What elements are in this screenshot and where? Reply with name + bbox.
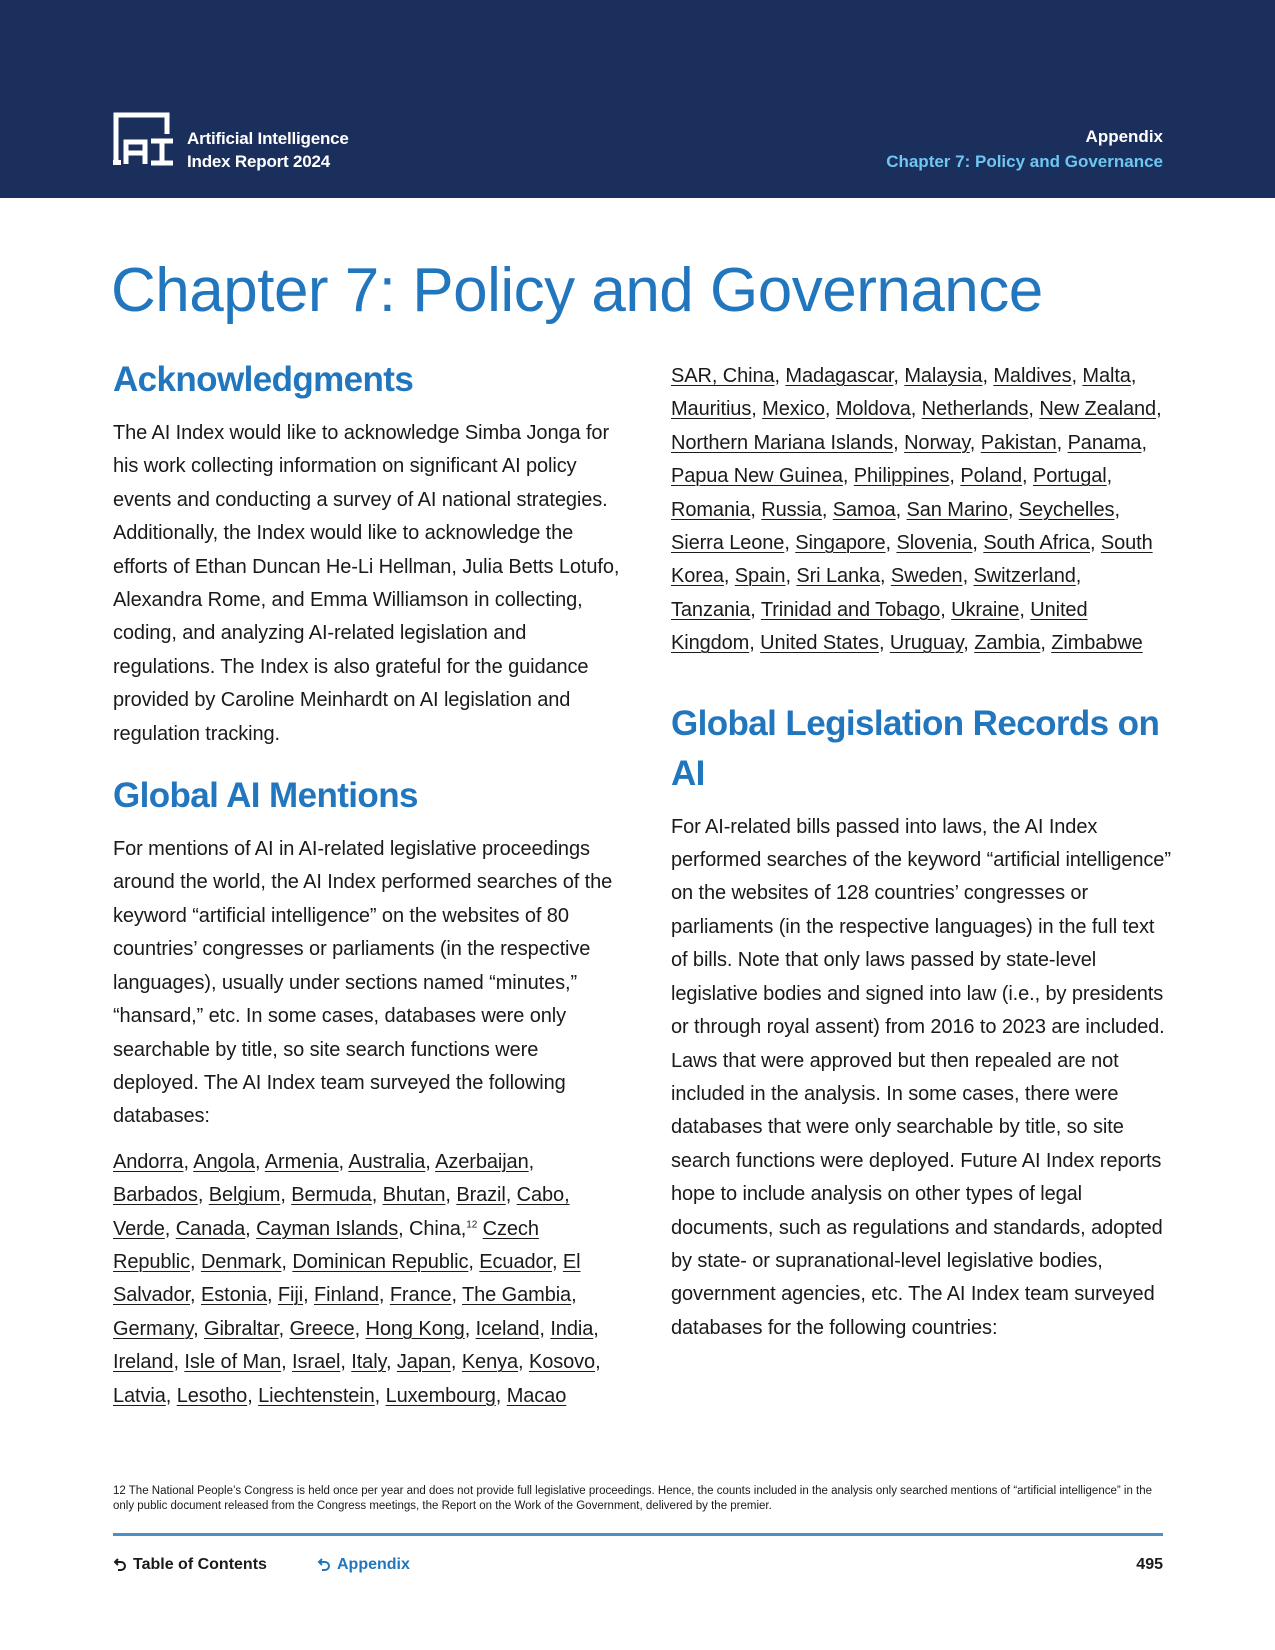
country-link[interactable]: Pakistan [980, 431, 1057, 454]
country-link[interactable]: Singapore [795, 532, 886, 555]
country-link[interactable]: New Zealand [1039, 398, 1157, 421]
country-link[interactable]: Northern Mariana Islands [671, 431, 894, 454]
country-link[interactable]: Kosovo [528, 1351, 596, 1374]
country-link[interactable]: United Kingdom [671, 598, 1088, 655]
country-link[interactable]: Poland [960, 465, 1023, 488]
country-link[interactable]: Liechtenstein [258, 1384, 375, 1407]
country-link[interactable]: Iceland [475, 1317, 540, 1340]
country-link[interactable]: Bhutan [382, 1184, 446, 1207]
country-link[interactable]: Malaysia [904, 365, 983, 387]
country-link[interactable]: Philippines [853, 465, 950, 488]
global-ai-mentions-heading: Global AI Mentions [113, 776, 418, 816]
country-link[interactable]: Norway [904, 431, 970, 454]
country-link[interactable]: Romania [671, 498, 751, 521]
right-column [671, 360, 1171, 1345]
country-link[interactable]: Zimbabwe [1051, 632, 1143, 655]
report-brand [187, 127, 349, 173]
country-link[interactable]: Moldova [835, 398, 911, 421]
country-link[interactable]: Barbados [113, 1184, 198, 1207]
country-link[interactable]: Brazil [456, 1184, 506, 1207]
table-of-contents-link[interactable] [113, 1556, 267, 1574]
country-link[interactable]: Armenia [264, 1150, 339, 1173]
country-link[interactable]: Dominican Republic [292, 1250, 469, 1273]
country-link[interactable]: Samoa [832, 498, 896, 521]
country-link[interactable]: Denmark [200, 1250, 282, 1273]
global-legislation-heading: Global Legislation Records on AI [671, 703, 1160, 793]
country-link[interactable]: Slovenia [896, 532, 973, 555]
return-arrow-icon [113, 1557, 127, 1573]
country-link[interactable]: Cabo, Verde [113, 1184, 570, 1240]
brand-line-2: Index Report 2024 [187, 152, 331, 171]
country-link[interactable]: Sierra Leone [671, 532, 785, 555]
country-link[interactable]: Seychelles [1018, 498, 1115, 521]
footer-divider [113, 1533, 1163, 1536]
return-arrow-icon [317, 1557, 331, 1573]
country-text-china: China [409, 1217, 461, 1240]
appendix-label: Appendix [337, 1556, 410, 1573]
country-link[interactable]: El Salvador [113, 1250, 581, 1307]
footnote-ref[interactable]: 12 [466, 1218, 478, 1230]
country-link[interactable]: Ecuador [479, 1250, 552, 1273]
brand-line-1: Artificial Intelligence [187, 129, 349, 148]
country-link[interactable]: Trinidad and Tobago [760, 598, 941, 621]
country-link[interactable]: Kenya [461, 1351, 519, 1374]
country-link[interactable]: Switzerland [973, 565, 1076, 588]
country-link[interactable]: Australia [348, 1150, 426, 1173]
country-link[interactable]: Malta [1082, 365, 1131, 387]
country-list-part-1: Andorra, Angola, Armenia, Australia, Azerbaijan, Barbados, Belgium, Bermuda, Bhutan, Brazil, Cabo, Verde, Canada, Cayman Islands, China,$^{12}$ Czech Republic, Denmark, Dominican Republic, Ecuador, El Salvador, Estonia, Fiji, Finland, France, The Gambia, Germany, Gibraltar, Greece, Hong Kong, Iceland, India, Ireland, Isle of Man, Israel, Italy, Japan, Kenya, Kosovo, Latvia, Lesotho, Liechtenstein, Luxembourg, Macao [113, 1150, 601, 1407]
country-link-macao-cont[interactable]: SAR, China [671, 365, 775, 387]
country-link[interactable]: Portugal [1032, 465, 1107, 488]
country-link[interactable]: Cayman Islands [256, 1217, 399, 1240]
global-legislation-body: For AI-related bills passed into laws, the AI Index performed searches of the keyword “artificial intelligence” on the websites of 128 countries’ congresses or parliaments (in the respective languages) in the full text of bills. Note that only laws passed by state-level legislative bodies and signed into law (i.e., by presidents or through royal assent) from 2016 to 2023 are included. Laws that were approved but then repealed are not included in the analysis. In some cases, there were databases that were only searchable by title, so site search functions were deployed. Future AI Index reports hope to include analysis on other types of legal documents, such as regulations and standards, adopted by state- or supranational-level legislative bodies, government agencies, etc. The AI Index team surveyed databases for the following countries: [671, 815, 1171, 1339]
country-link[interactable]: France [389, 1284, 452, 1307]
country-list-part-2: SAR, China, Madagascar, Malaysia, Maldives, Malta, Mauritius, Mexico, Moldova, Netherlands, New Zealand, Northern Mariana Islands, Norway, Pakistan, Panama, Papua New Guinea, Philippines, Poland, Portugal, Romania, Russia, Samoa, San Marino, Seychelles, Sierra Leone, Singapore, Slovenia, South Africa, South Korea, Spain, Sri Lanka, Sweden, Switzerland, Tanzania, Trinidad and Tobago, Ukraine, United Kingdom, United States, Uruguay, Zambia, Zimbabwe [671, 365, 1162, 655]
country-link[interactable]: Russia [761, 498, 822, 521]
country-link[interactable]: Papua New Guinea [671, 465, 843, 488]
breadcrumb-section[interactable]: Appendix [1085, 127, 1163, 146]
country-link[interactable]: Luxembourg [385, 1384, 496, 1407]
country-link[interactable]: Germany [113, 1317, 194, 1340]
country-link[interactable]: Gibraltar [203, 1317, 279, 1340]
country-link[interactable]: Greece [289, 1317, 355, 1340]
country-link[interactable]: Ireland [113, 1351, 174, 1374]
country-link[interactable]: Isle of Man [184, 1351, 282, 1374]
country-link[interactable]: Belgium [208, 1184, 281, 1207]
country-link[interactable]: Netherlands [921, 398, 1029, 421]
country-link[interactable]: Italy [351, 1351, 386, 1374]
country-link[interactable]: Ukraine [951, 598, 1020, 621]
country-link[interactable]: Zambia [974, 632, 1041, 655]
country-link[interactable]: Spain [734, 565, 786, 588]
left-column [113, 355, 623, 1413]
country-link[interactable]: United States [760, 632, 879, 655]
page-title: Chapter 7: Policy and Governance [111, 256, 1043, 325]
country-link[interactable]: The Gambia [462, 1284, 572, 1307]
country-link[interactable]: Japan [396, 1351, 451, 1374]
country-link[interactable]: Lesotho [176, 1384, 248, 1407]
country-link[interactable]: Uruguay [889, 632, 964, 655]
acknowledgments-heading: Acknowledgments [113, 360, 414, 399]
country-link[interactable]: Tanzania [671, 598, 751, 621]
ai-index-logo-icon [113, 112, 175, 166]
global-ai-mentions-body: For mentions of AI in AI-related legislative proceedings around the world, the AI Index performed searches of the keyword “artificial intelligence” on the websites of 80 countries’ congresses or parliaments (in the respective languages), usually under sections named “minutes,” “hansard,” etc. In some cases, databases were only searchable by title, so site search functions were deployed. The AI Index team surveyed the following databases: [113, 838, 613, 1128]
country-link[interactable]: Canada [175, 1217, 246, 1240]
page-header [0, 0, 1275, 198]
country-link[interactable]: Hong Kong [365, 1317, 465, 1340]
page-number: 495 [1136, 1556, 1163, 1573]
footnote-12: 12 The National People’s Congress is held once per year and does not provide full legislative proceedings. Hence, the counts included in the analysis only searched mentions of “artificial intelligence” in the only public document released from the Congress meetings, the Report on the Work of the Government, delivered by the premier. [113, 1485, 1153, 1512]
country-link[interactable]: Mexico [762, 398, 825, 421]
country-link[interactable]: Angola [193, 1150, 255, 1173]
country-link[interactable]: Panama [1067, 431, 1142, 454]
country-link[interactable]: Fiji [277, 1284, 304, 1307]
country-link-macao[interactable]: Macao [506, 1384, 567, 1407]
country-link[interactable]: Finland [313, 1284, 379, 1307]
country-link[interactable]: India [550, 1317, 594, 1340]
country-link[interactable]: Maldives [993, 365, 1072, 387]
country-link[interactable]: Madagascar [785, 365, 894, 387]
acknowledgments-body: The AI Index would like to acknowledge Simba Jonga for his work collecting information on significant AI policy events and conducting a survey of AI national strategies. Additionally, the Index would like to acknowledge the efforts of Ethan Duncan He-Li Hellman, Julia Betts Lotufo, Alexandra Rome, and Emma Williamson in collecting, coding, and analyzing AI-related legislation and regulations. The Index is also grateful for the guidance provided by Caroline Meinhardt on AI legislation and regulation tracking. [113, 422, 620, 745]
page-footer [113, 1556, 1163, 1580]
country-link[interactable]: South Africa [983, 532, 1090, 555]
country-link[interactable]: Czech Republic [113, 1217, 539, 1273]
toc-label: Table of Contents [133, 1556, 267, 1573]
country-link[interactable]: South Korea [671, 532, 1153, 588]
country-link[interactable]: Azerbaijan [435, 1150, 529, 1173]
country-link[interactable]: San Marino [906, 498, 1008, 521]
breadcrumb-chapter[interactable]: Chapter 7: Policy and Governance [886, 152, 1163, 171]
appendix-link[interactable] [317, 1556, 410, 1574]
country-link[interactable]: Sweden [890, 565, 963, 588]
country-link[interactable]: Bermuda [291, 1184, 372, 1207]
country-link[interactable]: Israel [292, 1351, 341, 1374]
country-link[interactable]: Andorra [113, 1150, 184, 1173]
header-breadcrumb [886, 124, 1163, 174]
country-link[interactable]: Sri Lanka [796, 565, 880, 588]
country-link[interactable]: Latvia [113, 1384, 166, 1407]
country-link[interactable]: Estonia [200, 1284, 267, 1307]
country-link[interactable]: Mauritius [671, 398, 752, 421]
